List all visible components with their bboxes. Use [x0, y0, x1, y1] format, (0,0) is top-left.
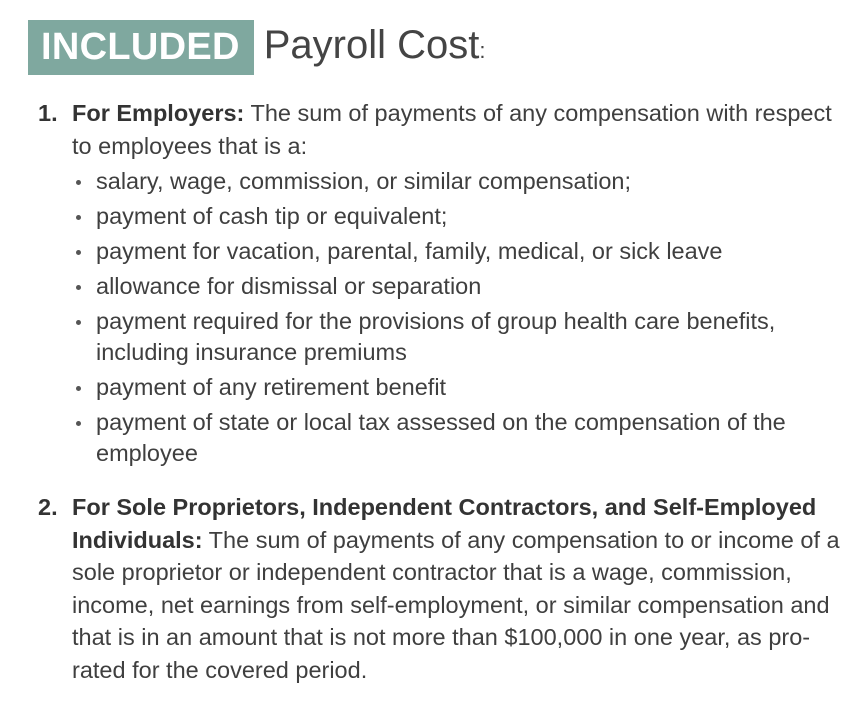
bullet-item: payment of any retirement benefit — [72, 372, 848, 403]
bullet-item: allowance for dismissal or separation — [72, 271, 848, 302]
item-body — [72, 97, 848, 163]
page-title-colon: : — [479, 37, 486, 63]
bullet-item: payment required for the provisions of group health care benefits, including insurance premiums — [72, 306, 848, 368]
bullet-item: payment of cash tip or equivalent; — [72, 201, 848, 232]
list-item-employers — [38, 97, 848, 469]
item-body — [72, 491, 848, 686]
item-lead: For Sole Proprietors, Independent Contractors, and Self-Employed Individuals: — [72, 494, 817, 553]
list-item-sole-proprietors — [38, 491, 848, 686]
section-header — [28, 20, 485, 75]
item-text: The sum of payments of any compensation with respect to employees that is a: — [72, 100, 832, 159]
bullet-item: salary, wage, commission, or similar compensation; — [72, 166, 848, 197]
page-title — [264, 18, 486, 78]
included-badge: INCLUDED — [28, 20, 254, 75]
bullet-list — [72, 166, 848, 469]
bullet-item: payment of state or local tax assessed on the compensation of the employee — [72, 407, 848, 469]
included-list — [38, 97, 848, 686]
item-number: 2. — [38, 494, 58, 520]
page-title-text: Payroll Cost — [263, 22, 480, 67]
item-number: 1. — [38, 100, 58, 126]
bullet-item: payment for vacation, parental, family, medical, or sick leave — [72, 236, 848, 267]
item-lead: For Employers: — [72, 100, 245, 126]
item-text: The sum of payments of any compensation to or income of a sole proprietor or independent contractor that is a wage, commission, income, net earnings from self-employment, or similar compensation and that is in an amount that is not more than $100,000 in one year, as pro-rated for the covered period. — [72, 526, 840, 683]
